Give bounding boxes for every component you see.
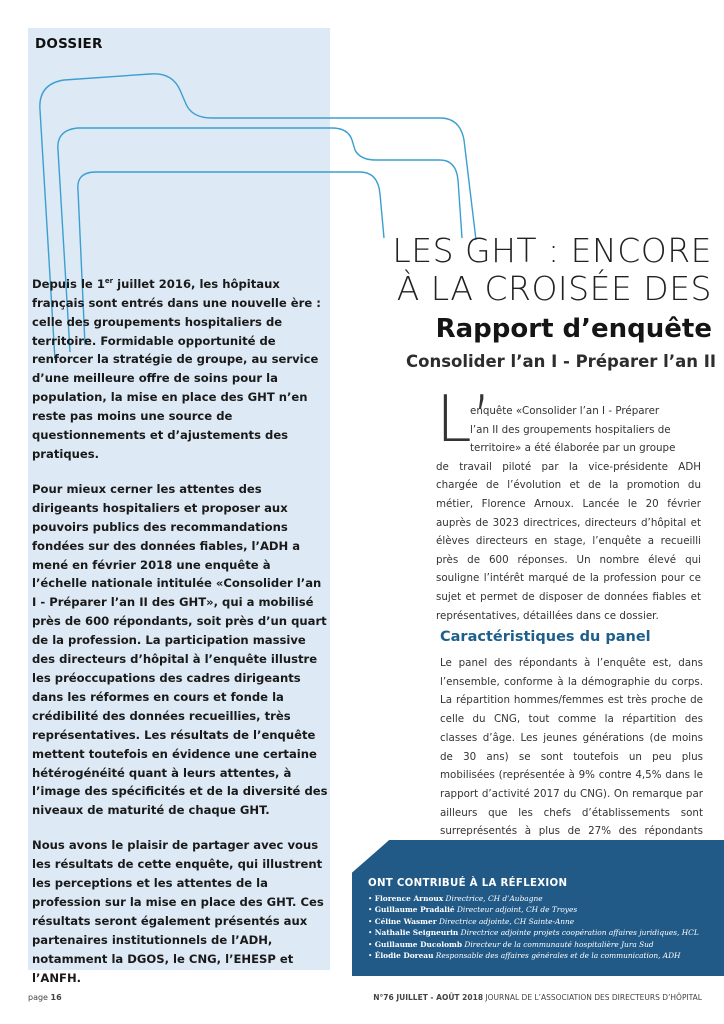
list-item: • Florence Arnoux Directrice, CH d’Aubagne bbox=[368, 893, 718, 904]
drop-cap: L’ bbox=[436, 383, 492, 457]
list-item: • Céline Wasmer Directrice adjointe, CH Sainte-Anne bbox=[368, 916, 718, 927]
page-title: LES GHT : ENCORE À LA CROISÉE DES bbox=[392, 231, 712, 308]
list-item: • Élodie Doreau Responsable des affaires générales et de la communication, ADH bbox=[368, 950, 718, 961]
journal-footer: N°76 JUILLET - AOÛT 2018 JOURNAL DE L’ASSOCIATION DES DIRECTEURS D’HÔPITAL bbox=[373, 993, 702, 1002]
lead-text bbox=[32, 272, 328, 1003]
panel-heading: Caractéristiques du panel bbox=[440, 629, 651, 645]
lead-paragraph-1: Depuis le 1er juillet 2016, les hôpitaux français sont entrés dans une nouvelle ère : celle des groupements hospitaliers de territoire. Formidable opportunité de renforcer la stratégie de groupe, au service d’une meilleure offre de soins pour la population, la mise en place des GHT n’en reste pas moins une source de questionnements et d’ajustements des pratiques. bbox=[32, 276, 321, 462]
panel-text: Le panel des répondants à l’enquête est, dans l’ensemble, conforme à la démographie du corps. La répartition hommes/femmes est très proche de celle du CNG, tout comme la répartition des classes d’âge. Les jeunes générations (de moins de 30 ans) se sont toutefois un peu plus mobilisées (représentée à 9% contre 4,5% dans le rapport d’activité 2017 du CNG). On remarque par ailleurs que les chefs d’établissements sont surreprésentés à plus de 27% des répondants bbox=[440, 657, 703, 838]
lead-paragraph-2: Pour mieux cerner les attentes des dirigeants hospitaliers et proposer aux pouvoirs publics des recommandations fondées sur des données fiables, l’ADH a mené en février 2018 une enquête à l’échelle nationale intitulée «Consolider l’an I - Préparer l’an II des GHT», qui a mobilisé près de 600 répondants, soit près d’un quart de la profession. La participation massive des directeurs d’hôpital à l’enquête illustre les préoccupations des cadres dirigeants dans les réformes en cours et fonde la crédibilité des données recueillies, très représentatives. Les résultats de l’enquête mettent toutefois en évidence une certaine hétérogénéité quant à leurs attentes, à l’image des spécificités et de la diversité des niveaux de maturité de chaque GHT. bbox=[32, 481, 328, 818]
intro-text: enquête «Consolider l’an I - Préparer l’an II des groupements hospitaliers de territoire» a été élaborée par un groupe de travail piloté par la vice-présidente ADH chargée de l’évolution et de la promotion du métier, Florence Arnoux. Lancée le 20 février auprès de 3023 directrices, directeurs d’hôpital et élèves directeurs en stage, l’enquête a recueilli près de 600 réponses. Un nombre élevé qui souligne l’intérêt marqué de la profession pour ce sujet et permet de disposer de données fiables et représentatives, détaillées dans ce dossier. bbox=[436, 405, 701, 622]
lead-paragraph-3: Nous avons le plaisir de partager avec vous les résultats de cette enquête, qui illustrent les perceptions et les attentes de la profession sur la mise en place des GHT. Ces résultats seront également présentés aux partenaires institutionnels de l’ADH, notamment la DGOS, le CNG, l’EHESP et l’ANFH. bbox=[32, 838, 324, 985]
list-item: • Guillaume Pradalié Directeur adjoint, CH de Troyes bbox=[368, 904, 718, 915]
contributors-list bbox=[368, 893, 718, 961]
page-number: page 16 bbox=[28, 993, 62, 1002]
page-subtitle: Rapport d’enquête bbox=[435, 314, 712, 344]
survey-name: Consolider l’an I - Préparer l’an II bbox=[406, 352, 716, 371]
list-item: • Guillaume Ducolomb Directeur de la communauté hospitalière Jura Sud bbox=[368, 939, 718, 950]
contributors-heading: ONT CONTRIBUÉ À LA RÉFLEXION bbox=[368, 878, 568, 889]
list-item: • Nathalie Seigneurin Directrice adjointe projets coopération affaires juridiques, HCL bbox=[368, 927, 718, 938]
section-label: DOSSIER bbox=[35, 36, 103, 52]
